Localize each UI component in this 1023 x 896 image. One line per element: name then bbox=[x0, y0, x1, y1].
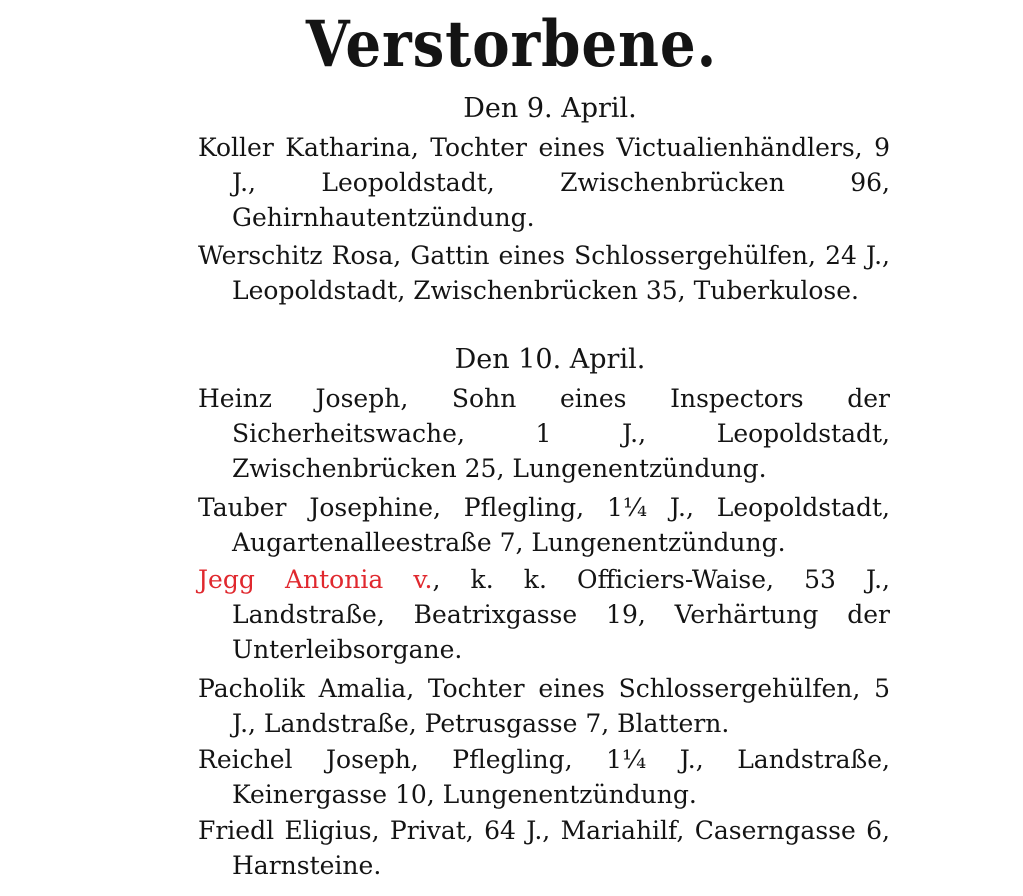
death-entry-werschitz: Werschitz Rosa, Gattin eines Schlossergehülfen, 24 J., Leopoldstadt, Zwischenbrücken 35, Tuberkulose. bbox=[198, 241, 890, 305]
death-entry-pacholik: Pacholik Amalia, Tochter eines Schlossergehülfen, 5 J., Landstraße, Petrusgasse 7, Blattern. bbox=[198, 674, 890, 738]
death-entry-reichel: Reichel Joseph, Pflegling, 1¼ J., Landstraße, Keinergasse 10, Lungenentzündung. bbox=[198, 745, 890, 809]
death-entry-friedl: Friedl Eligius, Privat, 64 J., Mariahilf, Caserngasse 6, Harnsteine. bbox=[198, 816, 890, 880]
death-entry-jegg bbox=[198, 562, 890, 667]
death-entry-tauber: Tauber Josephine, Pflegling, 1¼ J., Leopoldstadt, Augartenalleestraße 7, Lungenentzündung. bbox=[198, 493, 890, 557]
page-title: Verstorbene. bbox=[305, 7, 718, 82]
highlighted-name: Jegg Antonia v. bbox=[198, 565, 433, 594]
death-entry-heinz: Heinz Joseph, Sohn eines Inspectors der Sicherheitswache, 1 J., Leopoldstadt, Zwischenbrücken 25, Lungenentzündung. bbox=[198, 384, 890, 483]
death-entry-koller: Koller Katharina, Tochter eines Victualienhändlers, 9 J., Leopoldstadt, Zwischenbrücken 96, Gehirnhautentzündung. bbox=[198, 133, 890, 232]
date-heading-april-9: Den 9. April. bbox=[463, 93, 637, 124]
death-entry-jegg-details: , k. k. Officiers-Waise, 53 J., Landstraße, Beatrixgasse 19, Verhärtung der Unterleibsorgane. bbox=[232, 565, 890, 664]
date-heading-april-10: Den 10. April. bbox=[454, 344, 646, 375]
